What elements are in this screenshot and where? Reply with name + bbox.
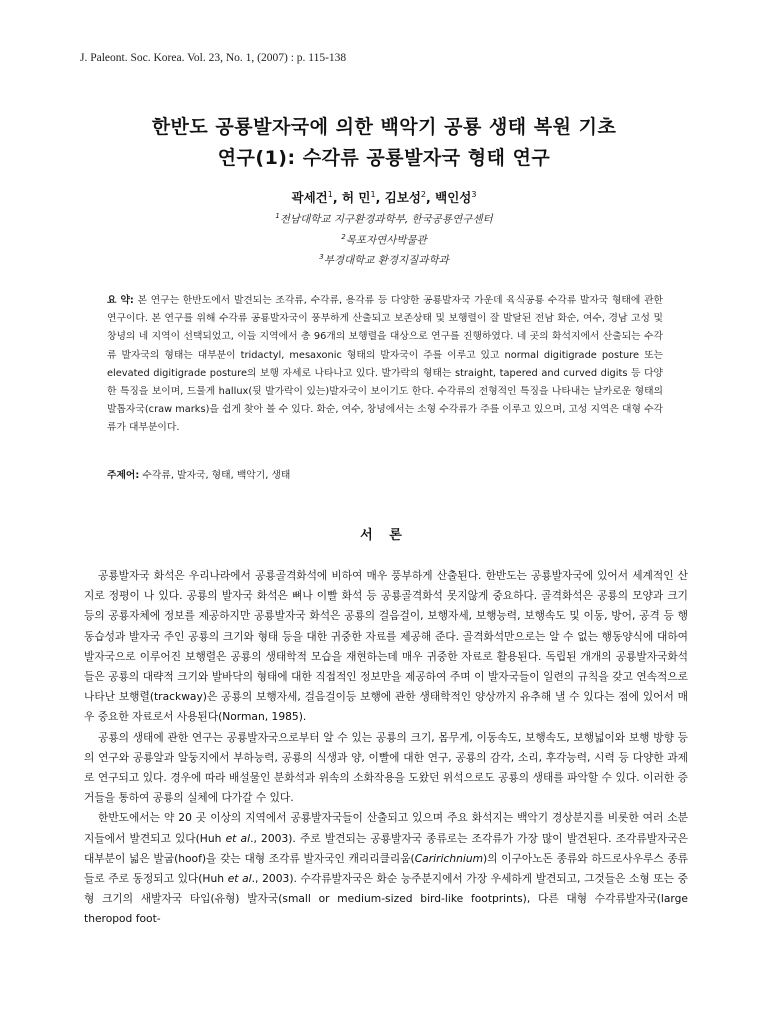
- abstract-label: 요 약:: [107, 295, 134, 306]
- journal-citation: J. Paleont. Soc. Korea. Vol. 23, No. 1, (2007) : p. 115-138: [80, 52, 347, 64]
- paragraph: 공룡발자국 화석은 우리나라에서 공룡골격화석에 비하여 매우 풍부하게 산출된다. 한반도는 공룡발자국에 있어서 세계적인 산지로 정평이 나 있다. 공룡의 발자국 화석은 뼈나 이빨 화석 등 공룡골격화석 못지않게 중요하다. 골격화석은 공룡의 모양과 크기 등의 공룡자체에 정보를 제공하지만 공룡발자국 화석은 공룡의 걸음걸이, 보행자세, 보행능력, 보행속도 및 이동, 방어, 공격 등 행동습성과 발자국 주인 공룡의 크기와 형태 등을 대한 귀중한 자료를 제공해 준다. 골격화석만으로는 알 수 없는 행동양식에 대하여 발자국으로 이루어진 보행렬은 공룡의 생태학적 모습을 재현하는데 매우 귀중한 자료로 활용된다. 독립된 개개의 공룡발자국화석들은 공룡의 대략적 크기와 발바닥의 형태에 대한 직접적인 정보만을 제공하여 주며 이 발자국들이 일련의 규칙을 갖고 연속적으로 나타난 보행렬(trackway)은 공룡의 보행자세, 걸음걸이등 보행에 관한 생태학적인 양상까지 유추해 낼 수 있다는 점에 있어서 매우 중요한 자료로서 사용된다(Norman, 1985).: [84, 569, 688, 724]
- affiliation-1: $^1$전남대학교 지구환경과학부, 한국공룡연구센터: [275, 212, 493, 226]
- author-affil-mark: 3: [471, 189, 477, 199]
- keywords: [107, 467, 663, 481]
- author-list: 곽세건$^1$, 허 민$^1$, 김보성$^2$, 백인성$^3$: [291, 189, 477, 205]
- title-line-1: 한반도 공룡발자국에 의한 백악기 공룡 생태 복원 기초: [151, 116, 617, 138]
- author-affil-mark: 2: [420, 189, 427, 199]
- affiliation-list: [0, 208, 768, 270]
- taxon-name: Caririchnium: [414, 851, 484, 865]
- citation-et-al: et al: [225, 831, 251, 845]
- citation-et-al: et al: [227, 872, 252, 886]
- body-text: [84, 566, 688, 930]
- keywords-text: 수각류, 발자국, 형태, 백악기, 생태: [139, 470, 291, 481]
- author-name: 백인성: [435, 190, 472, 205]
- author-name: 김보성: [384, 190, 421, 205]
- author-name: 곽세건: [291, 190, 328, 205]
- author-name: 허 민: [341, 190, 371, 205]
- section-heading-introduction: 서 론: [360, 528, 408, 543]
- abstract: [107, 292, 663, 438]
- affiliation-3: $^3$부경대학교 환경지질과학과: [319, 253, 449, 267]
- paper-title: [60, 112, 708, 174]
- author-affil-mark: 1: [370, 189, 376, 199]
- abstract-text: 본 연구는 한반도에서 발견되는 조각류, 수각류, 용각류 등 다양한 공룡발자국 가운데 육식공룡 수각류 발자국 형태에 관한 연구이다. 본 연구를 위해 수각류 공룡발자국이 풍부하게 산출되고 보존상태 및 보행렬이 잘 발달된 전남 화순, 여수, 경남 고성 및 창녕의 네 지역이 선택되었고, 이들 지역에서 총 96개의 보행렬을 대상으로 연구를 진행하였다. 네 곳의 화석지에서 산출되는 수각류 발자국의 형태는 대부분이 tridactyl, mesaxonic 형태의 발자국이 주를 이루고 있고 normal digitigrade posture 또는 elevated digitigrade posture의 보행 자세로 나타나고 있다. 발가락의 형태는 straight, tapered and curved digits 등 다양한 특징을 보이며, 드물게 hallux(뒷 발가락이 있는)발자국이 보이기도 한다. 수각류의 전형적인 특징을 나타내는 날카로운 형태의 발톱자국(craw marks)을 쉽게 찾아 볼 수 있다. 화순, 여수, 창녕에서는 소형 수각류가 주를 이루고 있으며, 고성 지역은 대형 수각류가 대부분이다.: [107, 295, 663, 434]
- paragraph: 공룡의 생태에 관한 연구는 공룡발자국으로부터 알 수 있는 공룡의 크기, 몸무게, 이동속도, 보행속도, 보행넓이와 보행 방향 등의 연구와 공룡알과 알둥지에서 부하능력, 공룡의 식생과 양, 이빨에 대한 연구, 공룡의 감각, 소리, 후각능력, 시력 등 다양한 과제로 연구되고 있다. 경우에 따라 배설물인 분화석과 위속의 소화작용을 도왔던 위석으로도 공룡의 생태를 파악할 수 있다. 이러한 증거들을 통하여 공룡의 실체에 다가갈 수 있다.: [84, 730, 688, 805]
- title-line-2: 연구(1): 수각류 공룡발자국 형태 연구: [217, 147, 551, 169]
- author-affil-mark: 1: [327, 189, 333, 199]
- affiliation-2: $^2$목포자연사박물관: [341, 232, 427, 246]
- keywords-label: 주제어:: [107, 470, 140, 481]
- paragraph: 한반도에서는 약 20 곳 이상의 지역에서 공룡발자국들이 산출되고 있으며 주요 화석지는 백악기 경상분지를 비롯한 여러 소분지들에서 발견되고 있다(Huh et al., 2003). 주로 발견되는 공룡발자국 종류로는 조각류가 가장 많이 발견된다. 조각류발자국은 대부분이 넓은 발굽(hoof)을 갖는 대형 조각류 발자국인 캐리리클리움(Caririchnium)의 이구아노돈 종류와 하드로사우루스 종류들로 주로 동정되고 있다(Huh et al., 2003). 수각류발자국은 화순 능주분지에서 가장 우세하게 발견되고, 그것들은 소형 또는 중형 크기의 새발자국 타입(유형) 발자국(small or medium-sized bird-like footprints), 다른 대형 수각류발자국(large theropod foot-: [84, 811, 689, 926]
